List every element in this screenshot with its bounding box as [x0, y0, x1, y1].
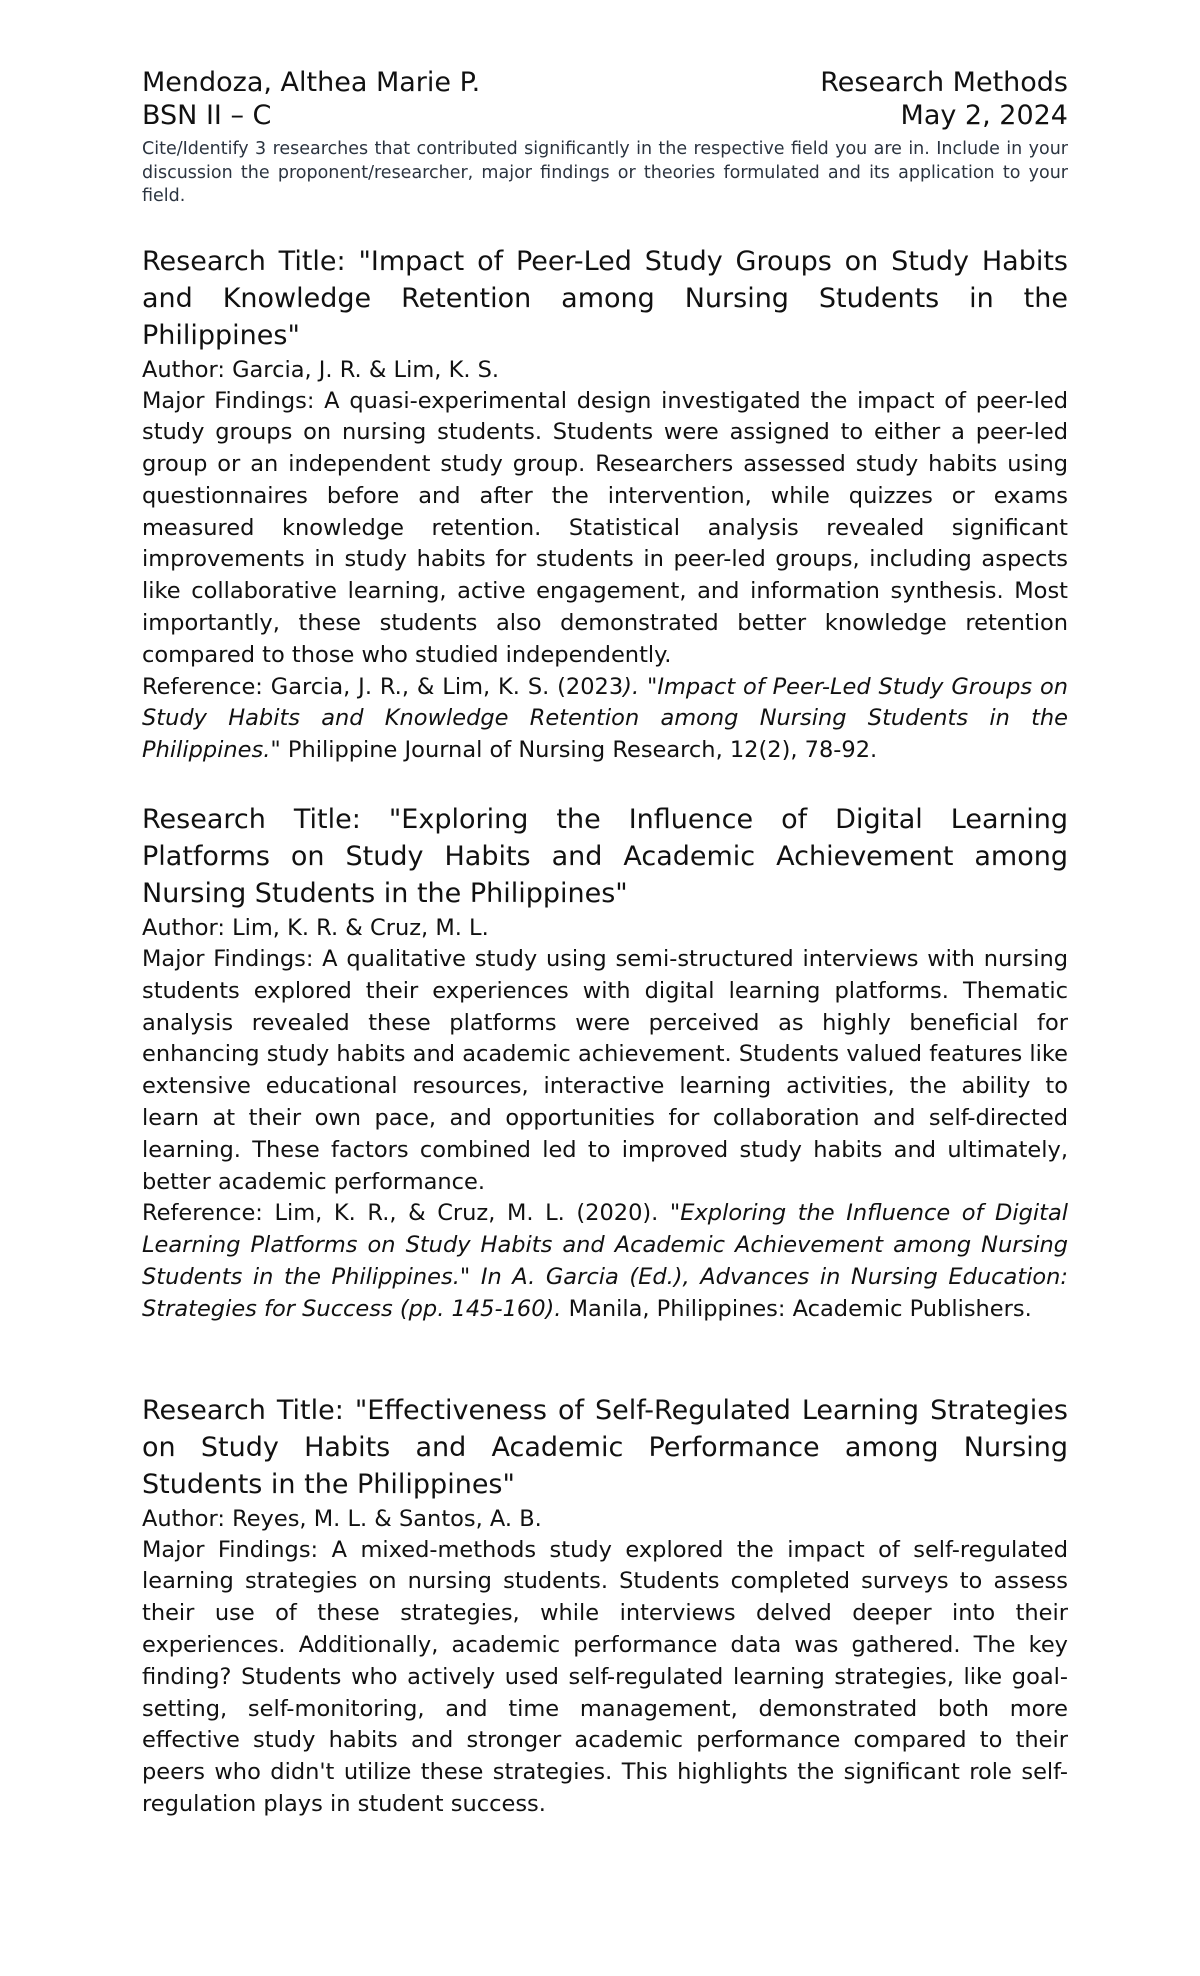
research-author: Author: Lim, K. R. & Cruz, M. L. — [142, 915, 489, 942]
research-author: Author: Reyes, M. L. & Santos, A. B. — [142, 1505, 542, 1532]
reference-italic-text: ). "Impact of Peer-Led Study Groups on Study Habits and Knowledge Retention among Nursing Students in the Philippines. — [142, 673, 1068, 764]
research-title: Research Title: "Impact of Peer-Led Study Groups on Study Habits and Knowledge Retention among Nursing Students in the Philippines" — [142, 245, 1068, 351]
research-findings: Major Findings: A mixed-methods study explored the impact of self-regulated learning strategies on nursing students. Students completed surveys to assess their use of these strategies, while interviews delved deeper into their experiences. Additionally, academic performance data was gathered. The key finding? Students who actively used self-regulated learning strategies, like goal-setting, self-monitoring, and time management, demonstrated both more effective study habits and stronger academic performance compared to their peers who didn't utilize these strategies. This highlights the significant role self-regulation plays in student success. — [142, 1536, 1068, 1817]
research-findings: Major Findings: A qualitative study using semi-structured interviews with nursing students explored their experiences with digital learning platforms. Thematic analysis revealed these platforms were perceived as highly beneficial for enhancing study habits and academic achievement. Students valued features like extensive educational resources, interactive learning activities, the ability to learn at their own pace, and opportunities for collaboration and self-directed learning. These factors combined led to improved study habits and ultimately, better academic performance. — [142, 946, 1068, 1195]
date: May 2, 2024 — [900, 100, 1068, 131]
research-entry-2 — [142, 801, 1068, 1326]
research-author: Author: Garcia, J. R. & Lim, K. S. — [142, 356, 500, 383]
reference-text: Reference: Garcia, J. R., & Lim, K. S. (2023 — [142, 673, 624, 700]
header-row-1 — [142, 66, 1068, 99]
section: BSN II – C — [142, 100, 272, 131]
reference-text-end: " Philippine Journal of Nursing Research, 12(2), 78-92. — [270, 737, 878, 764]
document-page — [142, 66, 1068, 1821]
research-findings: Major Findings: A quasi-experimental design investigated the impact of peer-led study groups on nursing students. Students were assigned to either a peer-led group or an independent study group. Researchers assessed study habits using questionnaires before and after the intervention, while quizzes or exams measured knowledge retention. Statistical analysis revealed significant improvements in study habits for students in peer-led groups, including aspects like collaborative learning, active engagement, and information synthesis. Most importantly, these students also demonstrated better knowledge retention compared to those who studied independently. — [142, 387, 1068, 668]
course-title: Research Methods — [820, 67, 1068, 98]
research-title: Research Title: "Effectiveness of Self-Regulated Learning Strategies on Study Habits and Academic Performance among Nursing Students in the Philippines" — [142, 1394, 1068, 1500]
research-entry-1 — [142, 243, 1068, 768]
reference-text-end: Manila, Philippines: Academic Publishers. — [561, 1295, 1032, 1322]
research-title: Research Title: "Exploring the Influence of Digital Learning Platforms on Study Habits and Academic Achievement among Nursing Students in the Philippines" — [142, 804, 1068, 910]
student-name: Mendoza, Althea Marie P. — [142, 67, 481, 98]
research-entry-3 — [142, 1392, 1068, 1821]
research-reference — [142, 672, 1068, 767]
instructions: Cite/Identify 3 researches that contributed significantly in the respective field you are in. Include in your discussion the proponent/researcher, major findings or theories formulated and its application to your field. — [142, 139, 1068, 206]
header-row-2 — [142, 99, 1068, 132]
reference-italic-text: Exploring the Influence of Digital Learning Platforms on Study Habits and Academic Achievement among Nursing Students in the Philippines." In A. Garcia (Ed.), Advances in Nursing Education: Strategies for Success (pp. 145-160). — [142, 1200, 1069, 1322]
research-reference — [142, 1198, 1068, 1325]
reference-text: Reference: Lim, K. R., & Cruz, M. L. (2020). " — [142, 1200, 681, 1227]
